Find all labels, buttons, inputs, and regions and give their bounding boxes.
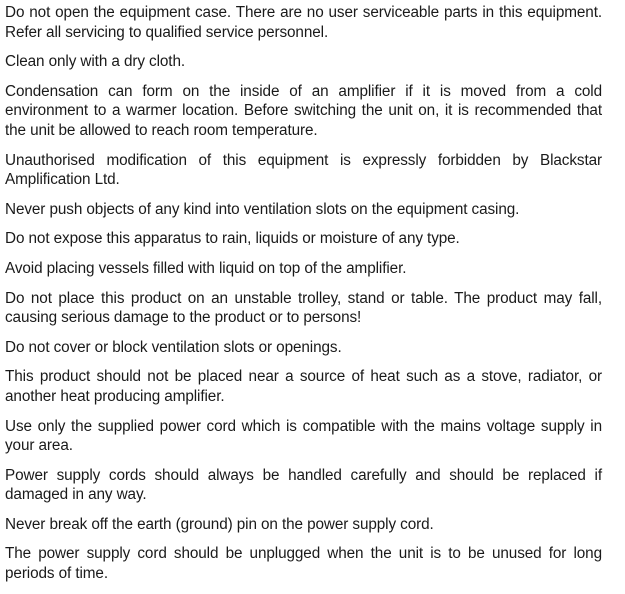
paragraph-clean-dry-cloth: Clean only with a dry cloth. <box>5 53 186 71</box>
safety-instructions-text <box>5 3 602 594</box>
paragraph-no-user-serviceable-parts: Do not open the equipment case. There are no user serviceable parts in this equipment. Refer all servicing to qualified service personnel. <box>5 4 602 41</box>
paragraph-cord-handling: Power supply cords should always be handled carefully and should be replaced if damaged in any way. <box>5 466 602 504</box>
paragraph-liquid-vessels: Avoid placing vessels filled with liquid on top of the amplifier. <box>5 259 407 277</box>
paragraph-unstable-surface: Do not place this product on an unstable trolley, stand or table. The product may fall, causing serious damage to the product or to persons! <box>5 289 602 327</box>
paragraph-ventilation-objects: Never push objects of any kind into ventilation slots on the equipment casing. <box>5 200 520 218</box>
paragraph-supplied-power-cord: Use only the supplied power cord which is compatible with the mains voltage supply in your area. <box>5 417 602 455</box>
paragraph-earth-pin: Never break off the earth (ground) pin on the power supply cord. <box>5 515 434 533</box>
paragraph-unauthorised-modification: Unauthorised modification of this equipment is expressly forbidden by Blackstar Amplification Ltd. <box>5 151 602 189</box>
paragraph-heat-source: This product should not be placed near a source of heat such as a stove, radiator, or another heat producing amplifier. <box>5 368 602 405</box>
paragraph-block-ventilation: Do not cover or block ventilation slots or openings. <box>5 338 342 356</box>
paragraph-condensation: Condensation can form on the inside of an amplifier if it is moved from a cold environment to a warmer location. Before switching the unit on, it is recommended that the unit be allowed to reach room temperature. <box>5 82 602 139</box>
paragraph-unplug-unused: The power supply cord should be unplugged when the unit is to be unused for long periods of time. <box>5 545 602 583</box>
paragraph-rain-moisture: Do not expose this apparatus to rain, liquids or moisture of any type. <box>5 230 460 248</box>
